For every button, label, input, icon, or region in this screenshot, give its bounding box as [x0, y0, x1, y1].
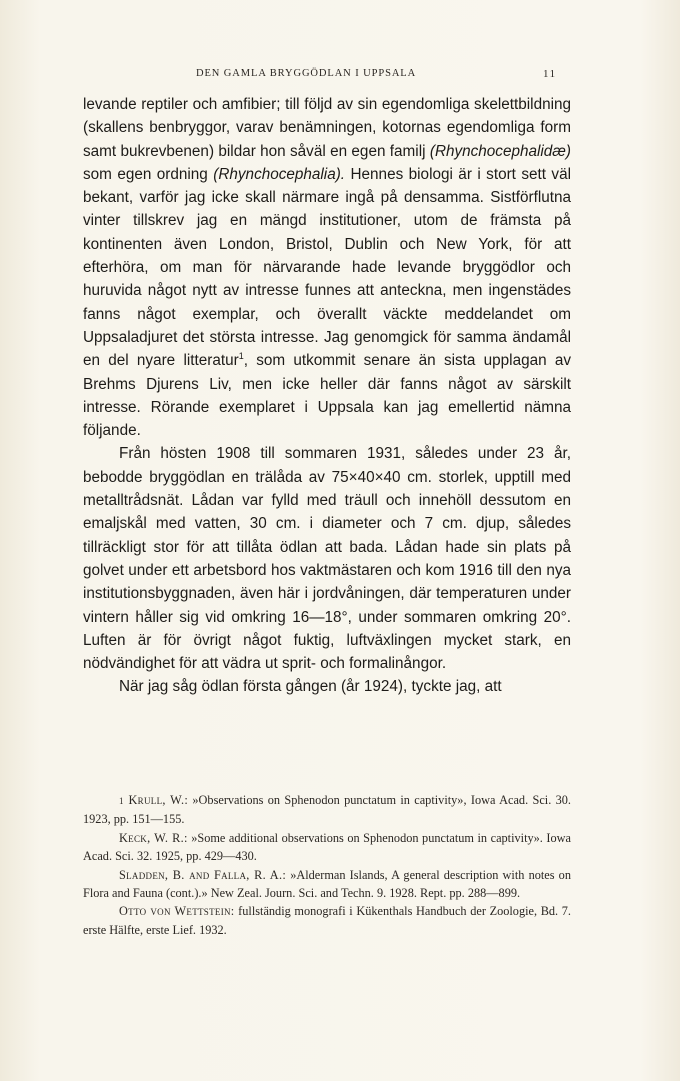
footnote-1 — [83, 791, 571, 829]
footnote-2-text: »Some additional observations on Sphenodon punctatum in captivity». Iowa Acad. Sci. 32. 1925, pp. 429—430. — [83, 830, 571, 864]
footnote-3 — [83, 866, 571, 903]
paragraph-1 — [83, 93, 571, 442]
paragraph-1-part-a: levande reptiler och amfibier; till följd av sin egendomliga skelettbildning (skallens benbryggor, varav benämningen, kotornas egendomliga form samt bukrevbenen) bildar hon såväl en egen familj — [83, 96, 571, 160]
footnote-reference: 1 — [238, 351, 244, 362]
body-text — [83, 93, 571, 699]
footnotes — [83, 791, 571, 939]
footnote-3-author: Sladden, B. and Falla, R. A.: — [119, 867, 287, 882]
footnote-4-author: Otto von Wettstein: — [119, 904, 235, 919]
paragraph-3: När jag såg ödlan första gången (år 1924), tyckte jag, att — [119, 678, 502, 696]
footnote-1-author: Krull, W.: — [128, 793, 189, 807]
footnote-2-author: Keck, W. R.: — [119, 830, 188, 845]
paragraph-1-part-b: som egen ordning — [83, 165, 214, 183]
footnote-2 — [83, 829, 571, 866]
footnote-4-text: fullständig monografi i Kükenthals Handbuch der Zoologie, Bd. 7. erste Hälfte, erste Lief. 1932. — [83, 904, 571, 937]
family-name: (Rhynchocephalidæ) — [429, 142, 571, 160]
footnote-3-text: »Alderman Islands, A general description with notes on Flora and Fauna (cont.).» New Zeal. Journ. Sci. and Techn. 9. 1928. Rept. pp. 288—899. — [83, 867, 571, 901]
paragraph-2: Från hösten 1908 till sommaren 1931, således under 23 år, bebodde bryggödlan en trälåda av 75×40×40 cm. storlek, upptill med metalltrådsnät. Lådan var fylld med träull och innehöll dessutom en emaljskål med vatten, 30 cm. i diameter och 7 cm. djup, således tillräckligt stor för att tillåta ödlan att bada. Lådan hade sin plats på golvet under ett arbetsbord hos vaktmästaren och kom 1916 till den nya institutionsbyggnaden, även här i jordvåningen, där temperaturen under vintern håller sig vid omkring 16—18°, under sommaren omkring 20°. Luften är för övrigt något fuktig, luftväxlingen mycket stark, en nödvändighet för att vädra ut sprit- och formalinångor. — [83, 445, 571, 673]
footnote-4 — [83, 902, 571, 939]
order-name: (Rhynchocephalia). — [213, 165, 346, 183]
footnote-mark: 1 — [119, 796, 124, 806]
running-head: DEN GAMLA BRYGGÖDLAN I UPPSALA — [196, 68, 417, 79]
paragraph-1-part-d: , som utkommit senare än sista upplagan av Brehms Djurens Liv, men icke heller där fanns något av särskilt intresse. Rörande exemplaret i Uppsala kan jag emellertid nämna följande. — [83, 352, 571, 440]
footnote-1-text: »Observations on Sphenodon punctatum in captivity», Iowa Acad. Sci. 30. 1923, pp. 151—155. — [83, 793, 571, 827]
page-number: 11 — [543, 68, 557, 80]
paragraph-1-part-c: Hennes biologi är i stort sett väl bekant, varför jag icke skall närmare ingå på densamma. Sistförflutna vinter tillskrev jag en mängd institutioner, utom de främsta på kontinenten även London, Bristol, Dublin och New York, för att efterhöra, om man för närvarande hade levande bryggödlor och huruvida något nytt av intresse funnes att anteckna, men ingenstädes fanns något exemplar, och överallt väckte meddelandet om Uppsaladjuret det största intresse. Jag genomgick för samma ändamål en del nyare litteratur — [83, 165, 571, 370]
